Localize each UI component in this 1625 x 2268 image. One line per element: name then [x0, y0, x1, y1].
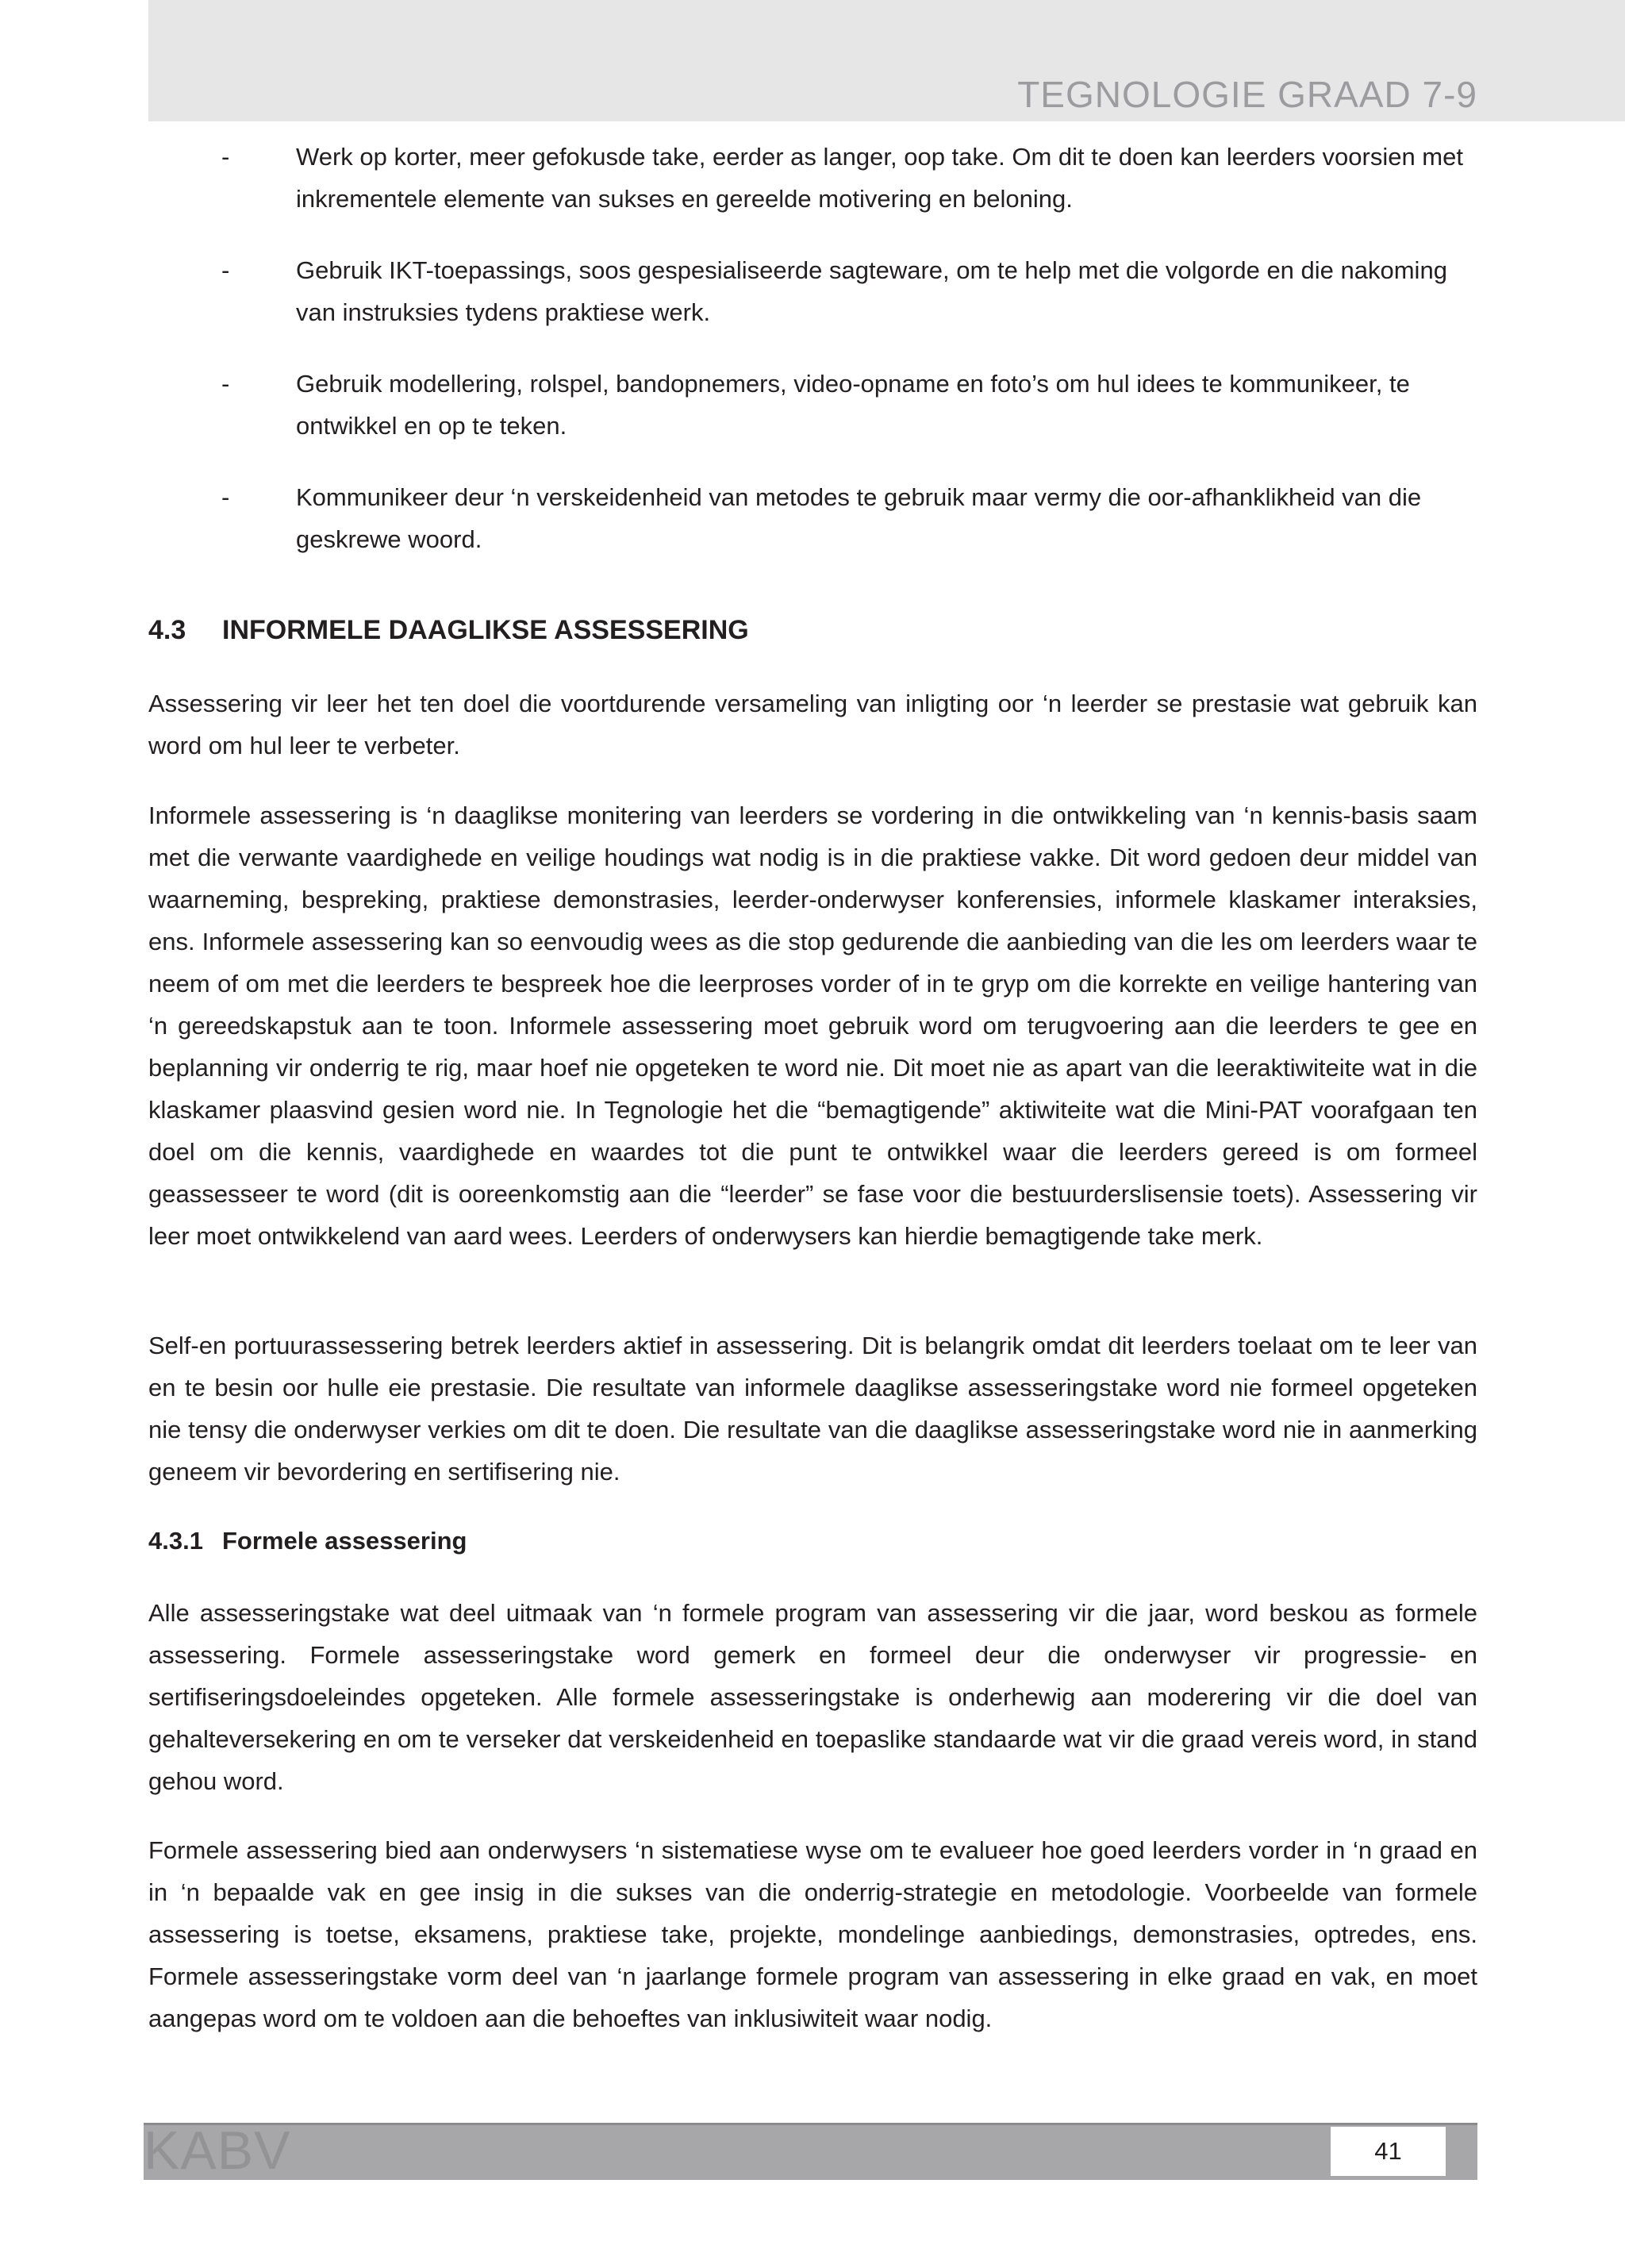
list-item [148, 363, 1477, 447]
page-number: 41 [1331, 2127, 1446, 2176]
section-number: 4.3 [148, 615, 186, 645]
section-title: INFORMELE DAAGLIKSE ASSESSERING [222, 615, 749, 645]
bullet-dash: - [221, 256, 230, 284]
running-header-title: TEGNOLOGIE GRAAD 7-9 [1017, 74, 1477, 115]
bullet-text: Gebruik IKT-toepassings, soos gespesialiseerde sagteware, om te help met die volgorde en die nakoming van instruksies tydens praktiese werk. [296, 256, 1447, 326]
bullet-text: Kommunikeer deur ‘n verskeidenheid van metodes te gebruik maar vermy die oor-afhanklikheid van die geskrewe woord. [296, 483, 1422, 553]
paragraph: Formele assessering bied aan onderwysers ‘n sistematiese wyse om te evalueer hoe goed leerders vorder in ‘n graad en in ‘n bepaalde vak en gee insig in die sukses van die onderrig-strategie en metodologie. Voorbeelde van formele assessering is toetse, eksamens, praktiese take, projekte, mondelinge aanbiedings, demonstrasies, optredes, ens. Formele assesseringstake vorm deel van ‘n jaarlange formele program van assessering in elke graad en vak, en moet aangepas word om te voldoen aan die behoeftes van inklusiwiteit waar nodig. [148, 1836, 1477, 2032]
subsection-number: 4.3.1 [148, 1527, 203, 1555]
paragraph: Alle assesseringstake wat deel uitmaak van ‘n formele program van assessering vir die jaar, word beskou as formele assessering. Formele assesseringstake word gemerk en formeel deur die onderwyser vir progressie- en sertifiseringsdoeleindes opgeteken. Alle formele assesseringstake is onderhewig aan moderering vir die doel van gehalteversekering en om te verseker dat verskeidenheid en toepaslike standaarde wat vir die graad vereis word, in stand gehou word. [148, 1599, 1477, 1795]
paragraph: Assessering vir leer het ten doel die voortdurende versameling van inligting oor ‘n leerder se prestasie wat gebruik kan word om hul leer te verbeter. [148, 690, 1477, 759]
section-heading [148, 610, 749, 650]
footer-bar [144, 2123, 1477, 2180]
subsection-heading [148, 1521, 467, 1561]
list-item [148, 476, 1477, 560]
footer-brand: KABV [144, 2120, 291, 2181]
paragraph: Informele assessering is ‘n daaglikse monitering van leerders se vordering in die ontwikkeling van ‘n kennis-basis saam met die verwante vaardighede en veilige houdings wat nodig is in die praktiese vakke. Dit word gedoen deur middel van waarneming, bespreking, praktiese demonstrasies, leerder-onderwyser konferensies, informele klaskamer interaksies, ens. Informele assessering kan so eenvoudig wees as die stop gedurende die aanbieding van die les om leerders waar te neem of om met die leerders te bespreek hoe die leerproses vorder of in te gryp om die korrekte en veilige hantering van ‘n gereedskapstuk aan te toon. Informele assessering moet gebruik word om terugvoering aan die leerders te gee en beplanning vir onderrig te rig, maar hoef nie opgeteken te word nie. Dit moet nie as apart van die leeraktiwiteite wat in die klaskamer plaasvind gesien word nie. In Tegnologie het die “bemagtigende” aktiwiteite wat die Mini-PAT voorafgaan ten doel om die kennis, vaardighede en waardes tot die punt te ontwikkel waar die leerders gereed is om formeel geassesseer te word (dit is ooreenkomstig aan die “leerder” se fase voor die bestuurderslisensie toets). Assessering vir leer moet ontwikkelend van aard wees. Leerders of onderwysers kan hierdie bemagtigende take merk. [148, 801, 1477, 1250]
bullet-text: Werk op korter, meer gefokusde take, eerder as langer, oop take. Om dit te doen kan leerders voorsien met inkrementele elemente van sukses en gereelde motivering en beloning. [296, 143, 1463, 213]
subsection-title: Formele assessering [222, 1527, 467, 1555]
list-item [148, 249, 1477, 333]
list-item [148, 136, 1477, 220]
bullet-text: Gebruik modellering, rolspel, bandopnemers, video-opname en foto’s om hul idees te kommunikeer, te ontwikkel en op te teken. [296, 370, 1410, 440]
bullet-dash: - [221, 370, 230, 398]
bullet-dash: - [221, 143, 230, 171]
paragraph: Self-en portuurassessering betrek leerders aktief in assessering. Dit is belangrik omdat dit leerders toelaat om te leer van en te besin oor hulle eie prestasie. Die resultate van informele daaglikse assesseringstake word nie formeel opgeteken nie tensy die onderwyser verkies om dit te doen. Die resultate van die daaglikse assesseringstake word nie in aanmerking geneem vir bevordering en sertifisering nie. [148, 1332, 1477, 1486]
bullet-dash: - [221, 483, 230, 511]
